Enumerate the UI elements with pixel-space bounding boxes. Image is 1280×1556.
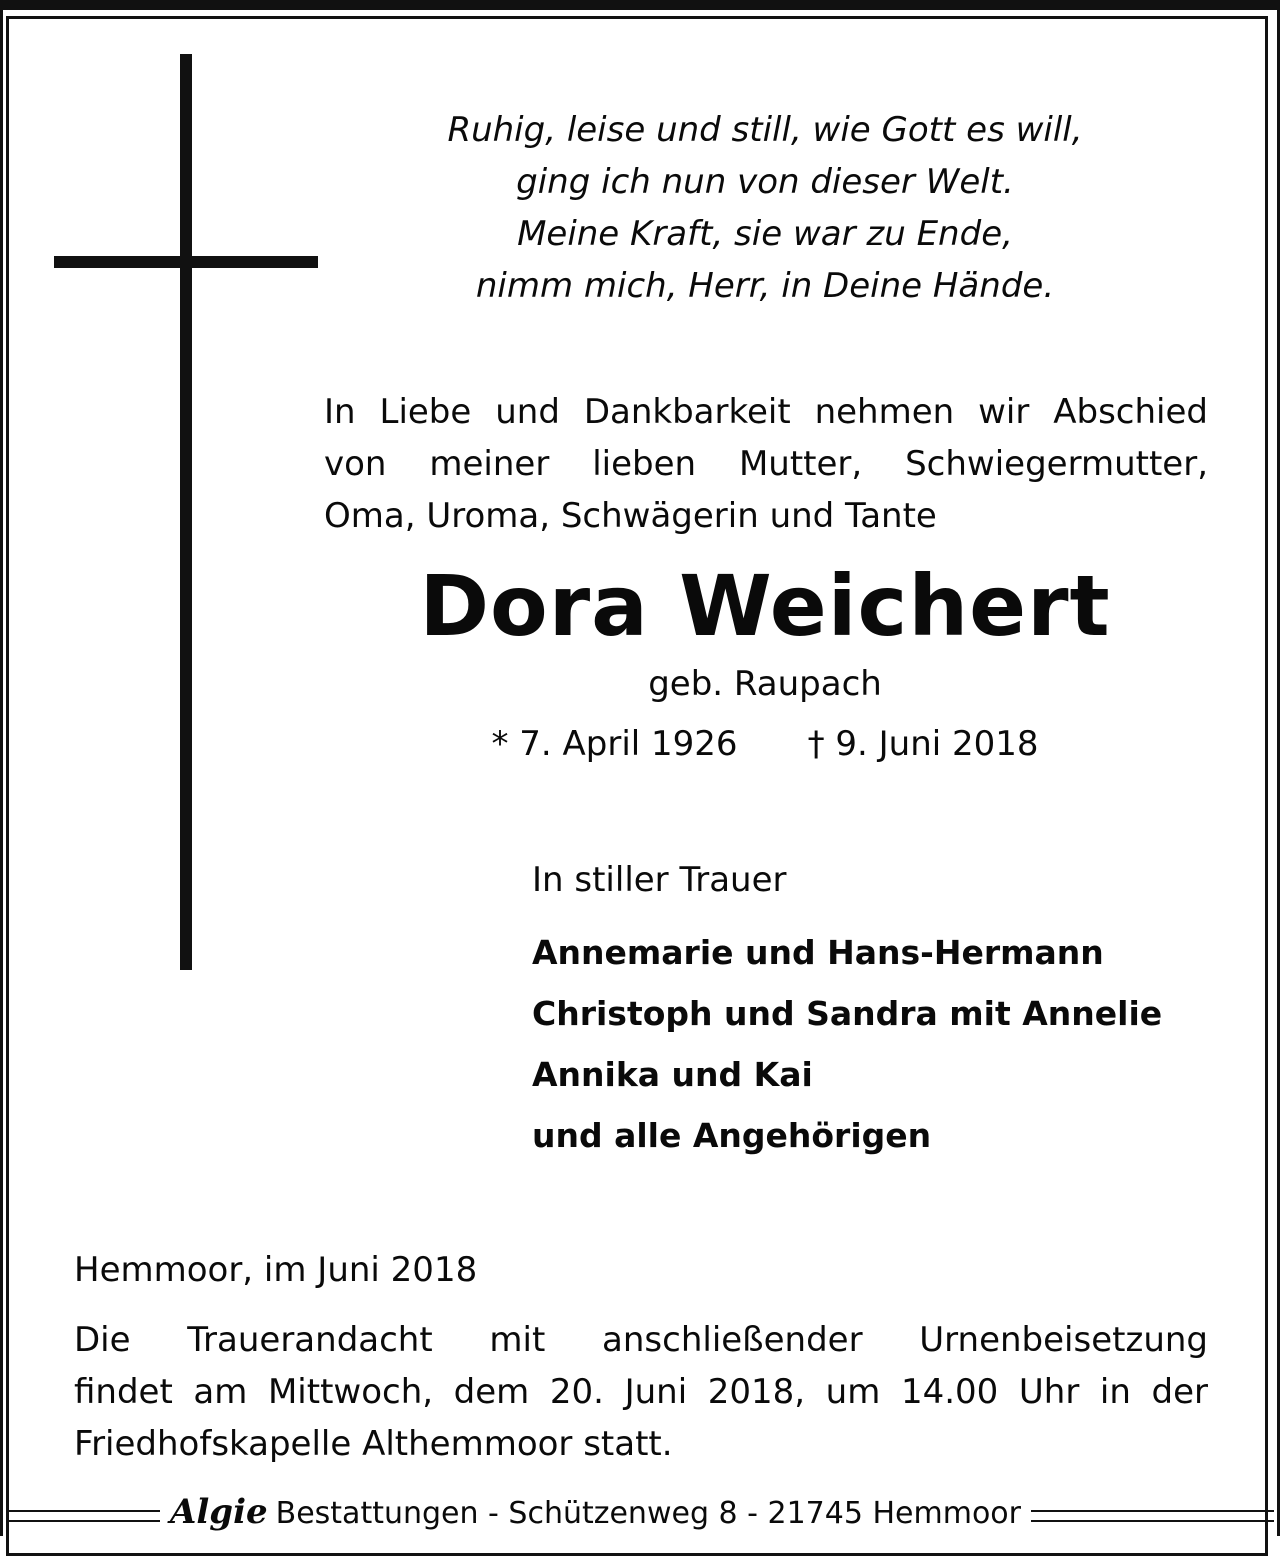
poem-line: ging ich nun von dieser Welt.: [516, 162, 1014, 202]
service-line: Die Trauerandacht mit anschließender Urnenbeisetzung: [74, 1320, 1208, 1360]
mourners-list: [532, 922, 1162, 1166]
service-line: Friedhofskapelle Althemmoor statt.: [74, 1424, 673, 1464]
footer-address: Bestattungen - Schützenweg 8 - 21745 Hemmoor: [275, 1496, 1021, 1531]
footer-imprint: [160, 1490, 1031, 1536]
maiden-name: geb. Raupach: [648, 664, 882, 704]
service-line: findet am Mittwoch, dem 20. Juni 2018, um 14.00 Uhr in der: [74, 1372, 1208, 1412]
place-date: Hemmoor, im Juni 2018: [74, 1250, 478, 1290]
cross-horizontal-bar: [54, 256, 318, 268]
mourner-line: Annika und Kai: [532, 1055, 813, 1094]
poem-line: Meine Kraft, sie war zu Ende,: [517, 214, 1013, 254]
birth-date: * 7. April 1926: [491, 724, 738, 764]
mourning-heading: In stiller Trauer: [532, 860, 787, 900]
funeral-home-logo: Algie: [170, 1492, 268, 1532]
intro-line: von meiner lieben Mutter, Schwiegermutter,: [324, 444, 1208, 484]
intro-line: In Liebe und Dankbarkeit nehmen wir Abschied: [324, 392, 1208, 432]
service-notice: [74, 1314, 1208, 1470]
intro-text: [324, 386, 1208, 542]
intro-line: Oma, Uroma, Schwägerin und Tante: [324, 496, 937, 536]
death-date: † 9. Juni 2018: [807, 724, 1039, 764]
poem: [330, 104, 1200, 312]
mourner-line: Christoph und Sandra mit Annelie: [532, 994, 1163, 1033]
poem-line: Ruhig, leise und still, wie Gott es will,: [447, 110, 1083, 150]
life-dates: [330, 720, 1200, 768]
mourner-line: Annemarie und Hans-Hermann: [532, 933, 1104, 972]
deceased-name: Dora Weichert: [419, 557, 1111, 655]
footer: [0, 1490, 1280, 1536]
cross-vertical-bar: [180, 54, 192, 970]
mourner-line: und alle Angehörigen: [532, 1116, 932, 1155]
poem-line: nimm mich, Herr, in Deine Hände.: [475, 266, 1055, 306]
